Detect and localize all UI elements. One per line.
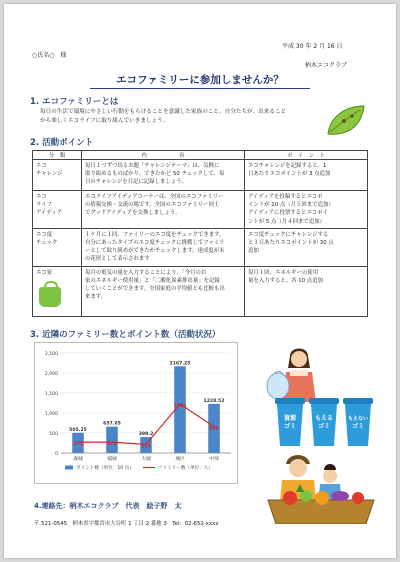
points-line: アイディアに投票するとエコポイ <box>248 210 328 217</box>
contact-address: 〒 521-0545 柄木県宇都宮市大谷町 1 丁目 2 番地 3 Tel：02-652-xxxx <box>34 521 219 527</box>
x-tick-label: 大城 <box>141 457 151 462</box>
eco-bag-icon <box>39 287 61 307</box>
section2-heading: 2. 活動ポイント <box>30 138 94 148</box>
table-header-row <box>33 151 368 160</box>
activity-chart <box>34 342 238 484</box>
document-page <box>4 4 396 558</box>
category-line: エコ度 <box>36 231 53 238</box>
bin-lid <box>343 398 373 404</box>
y-tick-label: 500 <box>49 432 58 437</box>
table-row <box>33 228 368 266</box>
column-header-category: 分 類 <box>33 151 82 160</box>
section1-line: 毎日の生活で環境にやさしい行動をもらけることを意識した家族のこと。自分たちが、出来ること <box>40 109 287 115</box>
legend-label: ファミリー数（単位：人） <box>158 466 214 471</box>
category-line: チャレンジ <box>36 171 63 178</box>
category-line: エコ <box>36 194 47 200</box>
sender-name: 柄木エコクラブ <box>305 62 348 69</box>
points-line: 日あたりエコポイントが 3 点追加 <box>248 171 331 178</box>
category-line: エコ <box>36 163 47 169</box>
line-value-label: 271 <box>73 442 83 448</box>
leaf-icon <box>324 102 368 140</box>
y-tick-label: 1,500 <box>44 392 58 397</box>
column-header-content: 内 容 <box>82 151 245 160</box>
content-line: エコライフアイディアコーナーは、全国のエコファミリー <box>85 194 224 200</box>
points-cell <box>245 160 368 191</box>
bin-label: 資源 <box>283 415 297 422</box>
points-line: エコチャレンジを記録すると、1 <box>248 163 327 169</box>
y-tick-label: 2,500 <box>44 352 58 357</box>
points-line: アイディアを投稿するとエコポ <box>248 194 323 200</box>
bar-value-label: 2167.25 <box>169 361 191 367</box>
category-cell <box>33 191 82 229</box>
category-cell <box>33 160 82 191</box>
content-cell <box>82 191 245 229</box>
section1-heading: 1. エコファミリーとは <box>30 97 119 107</box>
x-tick-label: 森城 <box>73 457 83 462</box>
content-line: 来ます。 <box>85 294 107 301</box>
bin-label: もえない <box>347 416 369 422</box>
category-line: アイディア <box>36 210 63 217</box>
bar-value-label: 399.2 <box>138 432 154 438</box>
points-line: ントが 5 点（月４回まで追加） <box>248 218 325 225</box>
bar-value-label: 1228.52 <box>203 398 225 404</box>
recipient-name: ○氏名○ 様 <box>32 52 67 59</box>
line-value-label: 1224 <box>173 404 187 410</box>
section3-heading: 3. 近隣のファミリー数とポイント数（活動状況） <box>30 330 221 340</box>
content-line: の情報交換・交流の場です。全国のエコファミリー同士 <box>85 202 220 209</box>
column-header-points: ポ イ ン ト <box>245 151 368 160</box>
content-line: 毎日１つずつ出るお題「チャレンジテーマ」は、気軽に <box>85 163 220 169</box>
bar-value-label: 657.65 <box>103 421 121 427</box>
table-row <box>33 266 368 316</box>
line-value-label: 659 <box>209 426 219 432</box>
points-line: エコ度チェックにチャレンジする <box>248 231 329 238</box>
family-illustration-icon <box>266 448 378 524</box>
content-line: 自分にあったタイプのエコ度チェックに挑戦してファミリ <box>85 240 225 247</box>
document-title: エコファミリーに参加しませんか？ <box>116 74 284 86</box>
content-line: 毎月の電気の量を入力することにより、「今月のお <box>85 269 207 276</box>
points-line: イントが 10 点（月５回まで追加） <box>248 202 334 209</box>
content-line: していくことができます。全国家庭の平均値とも比較も出 <box>85 286 225 293</box>
table-row <box>33 160 368 191</box>
y-tick-label: 0 <box>55 452 58 457</box>
content-line: １ケ月に１回、ファミリーのエコ度をチェックできます。 <box>85 231 225 238</box>
activity-points-table <box>32 150 368 317</box>
line-value-label: 214 <box>141 444 151 450</box>
bin-lid <box>275 398 305 404</box>
points-cell <box>245 228 368 266</box>
bin-label: もえる <box>314 415 334 422</box>
points-line: 毎月１回、エネルギーの使用 <box>248 269 319 276</box>
recycle-bins-icon <box>274 396 376 448</box>
y-tick-label: 1,000 <box>44 412 58 417</box>
category-line: チェック <box>36 240 58 247</box>
chart-canvas <box>35 343 237 483</box>
bin-label: ゴミ <box>283 423 297 430</box>
x-tick-label: 稲城 <box>107 457 117 462</box>
content-cell <box>82 160 245 191</box>
issue-date: 平成 30 年 2 月 16 日 <box>282 43 343 50</box>
section1-line: から楽しくエコライフに取り組んでいきましょう。 <box>40 118 169 125</box>
table-row <box>33 191 368 229</box>
points-line: 追加 <box>248 248 259 255</box>
bar <box>106 427 118 453</box>
title-underline <box>90 70 310 89</box>
bin-lid <box>309 398 339 404</box>
content-line: 日のチャレンジを日記に記録しましょう。 <box>85 179 187 186</box>
content-line: ーとして取り組めができたかチェックします。達成度が末 <box>85 248 225 255</box>
content-cell <box>82 228 245 266</box>
points-line: と１日あたりエコポイントが 30 点 <box>248 240 334 247</box>
y-tick-label: 2,000 <box>44 372 58 377</box>
woman-illustration-icon <box>266 342 332 402</box>
category-line: エコ家 <box>36 269 53 276</box>
points-cell <box>245 191 368 229</box>
line-value-label: 272 <box>107 442 117 448</box>
bar-value-label: 505.25 <box>69 427 87 433</box>
content-line: 家のエネルギー使用量」と「二酸化炭素排出量」を記録 <box>85 277 220 284</box>
section1-text <box>40 108 286 126</box>
category-cell <box>33 228 82 266</box>
points-cell <box>245 266 368 316</box>
content-line: 取り組めるものばかり。できたかど 50 チェックして、毎 <box>85 171 225 178</box>
content-line: の花形として表示されます <box>85 256 150 263</box>
x-tick-label: 城区 <box>175 457 185 462</box>
contact-heading: 4.連絡先：柄木エコクラブ 代表 絵子野 太 <box>34 502 182 510</box>
x-tick-label: 中部 <box>209 457 219 462</box>
points-line: 量を入力すると、各 10 点追加 <box>248 277 323 284</box>
legend-swatch-bar <box>65 466 73 470</box>
content-line: でグッドアイディアを交換しましょう。 <box>85 210 181 217</box>
legend-label: ポイント数（単位：10 点） <box>76 466 134 471</box>
content-cell <box>82 266 245 316</box>
category-line: ライフ <box>36 202 52 209</box>
bin-label: ゴミ <box>351 423 365 430</box>
bin-label: ゴミ <box>317 423 331 430</box>
